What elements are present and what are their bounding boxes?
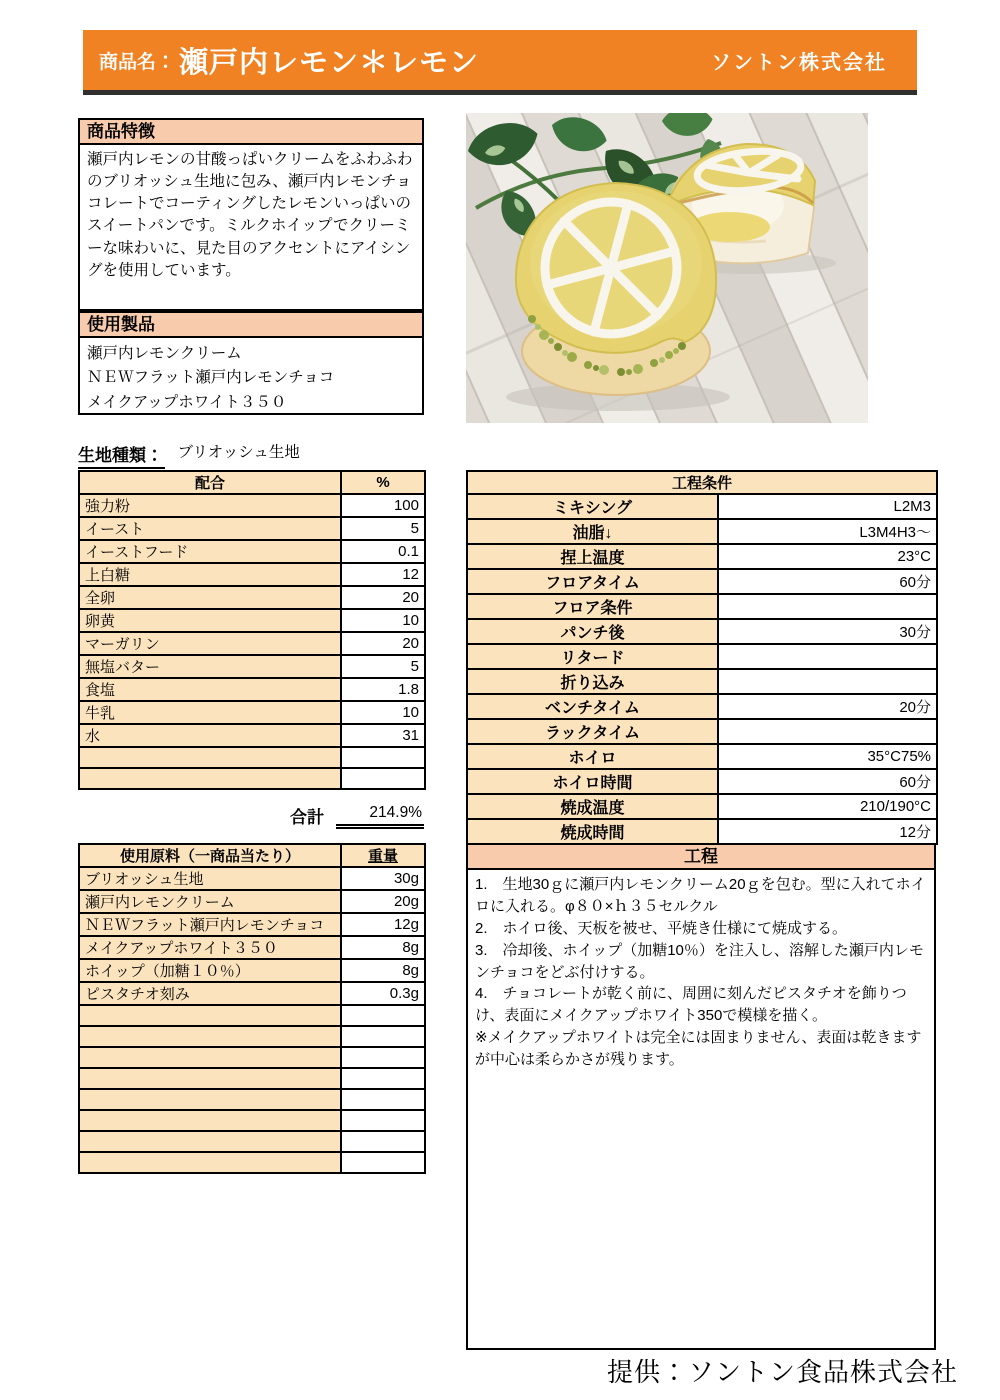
process-conditions-table (466, 470, 938, 845)
row-label (79, 747, 341, 768)
table-row (79, 959, 425, 982)
row-label (79, 768, 341, 789)
table-row (467, 619, 937, 644)
ingredients-header-weight: 重量 (341, 844, 425, 867)
row-value: 60分 (718, 769, 937, 794)
features-heading: 商品特徴 (78, 118, 424, 145)
row-label: 食塩 (79, 678, 341, 701)
row-label (79, 1110, 341, 1131)
table-row (467, 494, 937, 519)
row-label: メイクアップホワイト３５０ (79, 936, 341, 959)
process-step: 3. 冷却後、ホイップ（加糖10％）を注入し、溶解した瀬戸内レモンチョコをどぶ付けする。 (475, 941, 924, 981)
row-label: 焼成時間 (467, 819, 718, 844)
table-row (79, 563, 425, 586)
ingredients-table-header-row (79, 844, 425, 867)
row-value: 35°C75% (718, 744, 937, 769)
row-label: イーストフード (79, 540, 341, 563)
table-row (79, 724, 425, 747)
row-label: 強力粉 (79, 494, 341, 517)
table-row (79, 768, 425, 789)
process-step: 4. チョコレートが乾く前に、周囲に刻んだピスタチオを飾りつけ、表面にメイクアップホワイト350で模様を描く。 (475, 985, 907, 1025)
row-value (341, 1047, 425, 1068)
table-row (79, 890, 425, 913)
table-row (79, 1068, 425, 1089)
row-label: ホイップ（加糖１０％） (79, 959, 341, 982)
table-row (79, 632, 425, 655)
row-label: パンチ後 (467, 619, 718, 644)
row-value: 20 (341, 586, 425, 609)
row-label: 水 (79, 724, 341, 747)
table-row (467, 569, 937, 594)
table-row (79, 494, 425, 517)
row-value (341, 1110, 425, 1131)
blend-total-value: 214.9% (336, 803, 424, 829)
row-value (341, 1068, 425, 1089)
row-value: 60分 (718, 569, 937, 594)
process-steps (466, 870, 936, 1350)
row-label: 折り込み (467, 669, 718, 694)
row-value: 12 (341, 563, 425, 586)
blend-table-header-row (79, 471, 425, 494)
table-row (467, 544, 937, 569)
table-row (79, 1026, 425, 1047)
ingredients-table (78, 843, 426, 1174)
row-value: L3M4H3～ (718, 519, 937, 544)
table-row (79, 982, 425, 1005)
dough-type-value: ブリオッシュ生地 (177, 444, 300, 461)
row-label: 上白糖 (79, 563, 341, 586)
row-label: リタード (467, 644, 718, 669)
table-row (79, 1110, 425, 1131)
table-row (79, 867, 425, 890)
row-value (718, 594, 937, 619)
process-step: 2. ホイロ後、天板を被せ、平焼き仕様にて焼成する。 (475, 919, 848, 937)
process-conditions-heading: 工程条件 (467, 471, 937, 494)
company-name: ソントン株式会社 (711, 51, 887, 74)
row-label: ベンチタイム (467, 694, 718, 719)
row-label: ブリオッシュ生地 (79, 867, 341, 890)
table-row (79, 586, 425, 609)
row-value (718, 669, 937, 694)
row-value: 10 (341, 701, 425, 724)
features-section (78, 118, 424, 311)
row-label (79, 1005, 341, 1026)
row-value (341, 1152, 425, 1173)
row-label (79, 1131, 341, 1152)
row-value: 23°C (718, 544, 937, 569)
row-label: マーガリン (79, 632, 341, 655)
row-value (341, 1131, 425, 1152)
table-row (467, 794, 937, 819)
table-row (79, 1152, 425, 1173)
row-value: 20g (341, 890, 425, 913)
table-row (79, 517, 425, 540)
used-products-list (78, 338, 424, 415)
table-row (79, 1131, 425, 1152)
table-row (467, 819, 937, 844)
title-bar (83, 30, 917, 95)
dough-type-label: 生地種類： (78, 446, 165, 469)
table-row (79, 655, 425, 678)
table-row (79, 1089, 425, 1110)
row-label (79, 1152, 341, 1173)
row-value (341, 1089, 425, 1110)
row-label: イースト (79, 517, 341, 540)
row-label: ピスタチオ刻み (79, 982, 341, 1005)
table-row (467, 519, 937, 544)
row-value: 10 (341, 609, 425, 632)
row-label: ラックタイム (467, 719, 718, 744)
table-row (467, 644, 937, 669)
row-value: 5 (341, 517, 425, 540)
row-value: 1.8 (341, 678, 425, 701)
row-label: 牛乳 (79, 701, 341, 724)
row-label: 焼成温度 (467, 794, 718, 819)
process-conditions-header-row (467, 471, 937, 494)
row-label (79, 1089, 341, 1110)
used-product-item: メイクアップホワイト３５０ (87, 393, 287, 411)
used-product-item: 瀬戸内レモンクリーム (87, 345, 242, 362)
product-name: 瀬戸内レモン＊レモン (179, 46, 480, 79)
blend-header-percent: % (341, 471, 425, 494)
dough-type-row (78, 441, 300, 466)
row-value: 0.1 (341, 540, 425, 563)
row-label: フロアタイム (467, 569, 718, 594)
row-label: 卵黄 (79, 609, 341, 632)
blend-total-row (78, 803, 424, 829)
row-value (341, 1026, 425, 1047)
blend-total-label: 合計 (290, 808, 324, 827)
row-value: 210/190°C (718, 794, 937, 819)
row-label: ミキシング (467, 494, 718, 519)
table-row (79, 913, 425, 936)
row-value: L2M3 (718, 494, 937, 519)
blend-table (78, 470, 426, 790)
table-row (79, 1005, 425, 1026)
table-row (467, 594, 937, 619)
row-value: 20分 (718, 694, 937, 719)
table-row (79, 609, 425, 632)
table-row (79, 936, 425, 959)
product-name-label: 商品名： (99, 51, 176, 73)
used-product-item: ＮＥＷフラット瀬戸内レモンチョコ (87, 369, 335, 387)
row-label (79, 1026, 341, 1047)
row-value: 30分 (718, 619, 937, 644)
row-value (341, 747, 425, 768)
row-value: 31 (341, 724, 425, 747)
row-label: ホイロ (467, 744, 718, 769)
table-row (79, 678, 425, 701)
product-photo (466, 113, 868, 423)
used-products-heading: 使用製品 (78, 311, 424, 338)
row-value: 8g (341, 936, 425, 959)
row-value (341, 768, 425, 789)
row-value: 100 (341, 494, 425, 517)
table-row (467, 719, 937, 744)
row-label: 全卵 (79, 586, 341, 609)
row-label (79, 1068, 341, 1089)
row-label: ホイロ時間 (467, 769, 718, 794)
row-value: 12g (341, 913, 425, 936)
row-label: 捏上温度 (467, 544, 718, 569)
blend-header-label: 配合 (79, 471, 341, 494)
table-row (79, 1047, 425, 1068)
row-value (718, 719, 937, 744)
table-row (467, 744, 937, 769)
row-value: 12分 (718, 819, 937, 844)
table-row (79, 701, 425, 724)
features-text: 瀬戸内レモンの甘酸っぱいクリームをふわふわのブリオッシュ生地に包み、瀬戸内レモンチョコレートでコーティングしたレモンいっぱいのスイートパンです。ミルクホイップでクリーミーな味わいに、見た目のアクセントにアイシングを使用しています。 (78, 145, 424, 311)
process-heading: 工程 (466, 843, 936, 870)
row-value (341, 1005, 425, 1026)
row-label: フロア条件 (467, 594, 718, 619)
table-row (467, 669, 937, 694)
table-row (467, 769, 937, 794)
row-label: 瀬戸内レモンクリーム (79, 890, 341, 913)
row-value: 8g (341, 959, 425, 982)
table-row (79, 747, 425, 768)
process-step: ※メイクアップホワイトは完全には固まりません、表面は乾きますが中心は柔らかさが残ります。 (475, 1029, 922, 1069)
used-products-section (78, 311, 424, 415)
row-value: 5 (341, 655, 425, 678)
row-value: 0.3g (341, 982, 425, 1005)
table-row (467, 694, 937, 719)
row-label (79, 1047, 341, 1068)
ingredients-header-label: 使用原料（一商品当たり） (79, 844, 341, 867)
process-section (466, 843, 936, 1350)
row-label: ＮＥＷフラット瀬戸内レモンチョコ (79, 913, 341, 936)
row-value: 30g (341, 867, 425, 890)
row-label: 無塩バター (79, 655, 341, 678)
row-label: 油脂↓ (467, 519, 718, 544)
row-value: 20 (341, 632, 425, 655)
process-step: 1. 生地30ｇに瀬戸内レモンクリーム20ｇを包む。型に入れてホイロに入れる。φ８０×ｈ３５セルクル (475, 876, 926, 915)
row-value (718, 644, 937, 669)
footer-credit: 提供：ソントン食品株式会社 (606, 1357, 958, 1387)
table-row (79, 540, 425, 563)
